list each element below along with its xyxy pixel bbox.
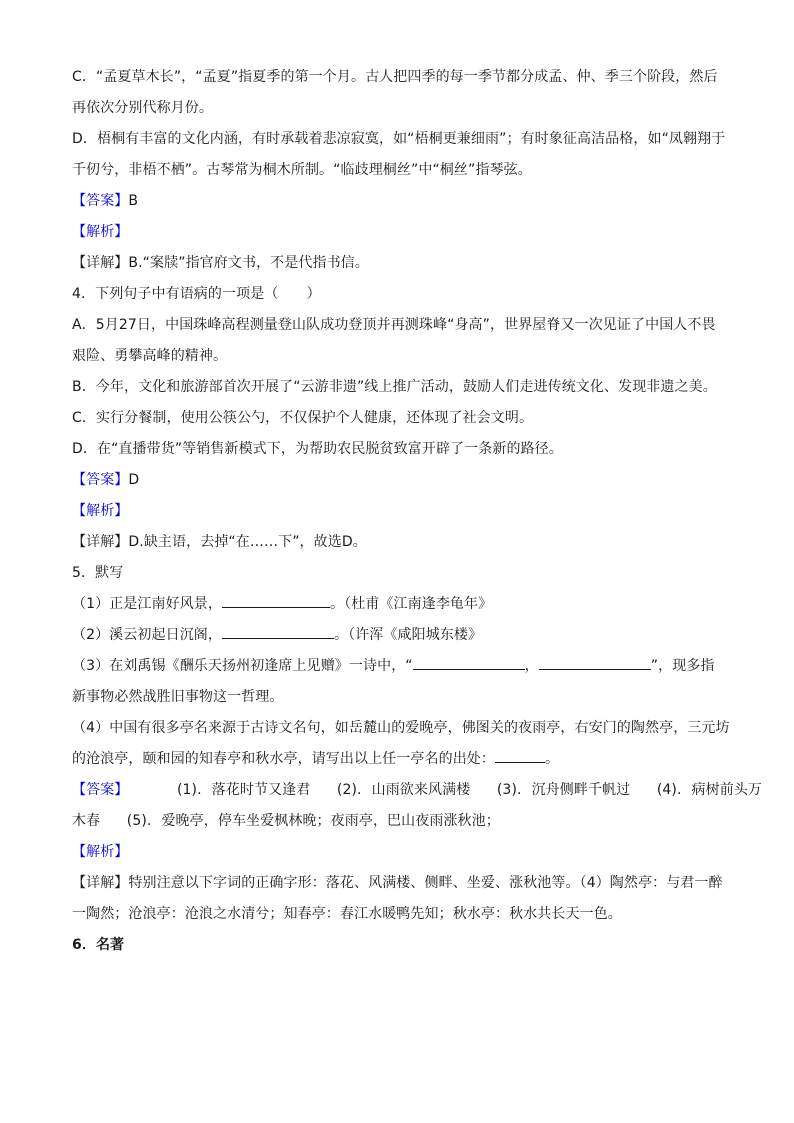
answer-part-4-number: (4). bbox=[656, 782, 682, 798]
q5-2-source: 。（许浑《咸阳城东楼》 bbox=[334, 627, 483, 643]
q4-option-b: B．今年，文化和旅游部首次开展了“云游非遗”线上推广活动，鼓励人们走进传统文化、发现非遗之美。 bbox=[72, 379, 717, 395]
option-c-line-1: C．“孟夏草木长”，“孟夏”指夏季的第一个月。古人把四季的每一季节都分成孟、仲、季三个阶段，然后 bbox=[72, 69, 718, 85]
answer-part-2-number: (2). bbox=[336, 782, 362, 798]
fill-blank[interactable] bbox=[413, 652, 525, 670]
answer-part-1: 落花时节又逢君 bbox=[211, 782, 311, 798]
q5-2-prompt: （2）溪云初起日沉阁， bbox=[72, 627, 223, 643]
detail-5-line-1 bbox=[72, 868, 724, 899]
q5-4-end: 。 bbox=[545, 751, 560, 767]
page-content bbox=[72, 62, 763, 961]
q5-item-2 bbox=[72, 620, 724, 651]
answer-5-line-2 bbox=[72, 806, 724, 837]
option-d-line-1: D．梧桐有丰富的文化内涵，有时承载着悲凉寂寞，如“梧桐更兼细雨”；有时象征高洁品格，如“凤翱翔于 bbox=[72, 131, 726, 147]
question-6: 6．名著 bbox=[72, 937, 125, 953]
q5-4-prompt: 的沧浪亭，颐和园的知春亭和秋水亭，请写出以上任一亭名的出处： bbox=[72, 751, 495, 767]
analysis-tag: 【解析】 bbox=[72, 224, 129, 240]
q4-option-a-line-1: A．5月27日，中国珠峰高程测量登山队成功登顶并再测珠峰“身高”，世界屋脊又一次见证了中国人不畏 bbox=[72, 317, 716, 333]
detail-tag: 【详解】 bbox=[72, 255, 129, 271]
option-d-line-2: 千仞兮，非梧不栖”。古琴常为桐木所制。“临歧理桐丝”中“桐丝”指琴弦。 bbox=[72, 162, 532, 178]
answer-4 bbox=[72, 465, 724, 496]
q5-item-3-line-2: 新事物必然战胜旧事物这一哲理。 bbox=[72, 689, 284, 705]
detail-3 bbox=[72, 248, 724, 279]
answer-tag: 【答案】 bbox=[72, 782, 129, 798]
answer-part-3-number: (3). bbox=[496, 782, 522, 798]
analysis-3 bbox=[72, 217, 724, 248]
analysis-5 bbox=[72, 837, 724, 868]
answer-tag: 【答案】 bbox=[72, 472, 129, 488]
answer-5-line-1 bbox=[72, 775, 763, 806]
analysis-tag: 【解析】 bbox=[72, 503, 129, 519]
q5-3-tail: ”，现多指 bbox=[650, 658, 715, 674]
detail-text: 特别注意以下字词的正确字形：落花、风满楼、侧畔、坐爱、涨秋池等。（4）陶然亭：与君一醉 bbox=[128, 875, 723, 891]
answer-part-5-number: (5). bbox=[126, 813, 152, 829]
fill-blank[interactable] bbox=[222, 590, 330, 608]
q5-3-comma: ， bbox=[524, 658, 539, 674]
q5-1-source: 。（杜甫《江南逢李龟年》 bbox=[330, 596, 493, 612]
detail-tag: 【详解】 bbox=[72, 875, 129, 891]
question-5: 5．默写 bbox=[72, 565, 124, 581]
q5-item-1 bbox=[72, 589, 724, 620]
answer-part-2: 山雨欲来风满楼 bbox=[371, 782, 471, 798]
answer-part-3: 沉舟侧畔千帆过 bbox=[531, 782, 631, 798]
q5-item-4-line-1: （4）中国有很多亭名来源于古诗文名句，如岳麓山的爱晚亭，佛图关的夜雨亭，右安门的陶然亭，三元坊 bbox=[72, 720, 730, 736]
detail-4 bbox=[72, 527, 724, 558]
answer-part-4: 病树前头万 bbox=[691, 782, 763, 798]
question-4: 4．下列句子中有语病的一项是（ ） bbox=[72, 286, 321, 302]
q5-item-3-line-1 bbox=[72, 651, 724, 682]
q5-3-prompt: （3）在刘禹锡《酬乐天扬州初逢席上见赠》一诗中，“ bbox=[72, 658, 413, 674]
analysis-tag: 【解析】 bbox=[72, 844, 129, 860]
option-c-line-2: 再依次分别代称月份。 bbox=[72, 100, 213, 116]
answer-value: B bbox=[128, 193, 139, 209]
q4-option-a-line-2: 艰险、勇攀高峰的精神。 bbox=[72, 348, 228, 364]
detail-text: D.缺主语，去掉“在……下”，故选D。 bbox=[128, 534, 367, 550]
answer-part-5: 爱晚亭，停车坐爱枫林晚；夜雨亭，巴山夜雨涨秋池； bbox=[161, 813, 500, 829]
fill-blank[interactable] bbox=[495, 745, 545, 763]
answer-part-1-number: (1). bbox=[176, 782, 202, 798]
answer-value: D bbox=[128, 472, 140, 488]
detail-5-line-2: 一陶然；沧浪亭：沧浪之水清兮；知春亭：春江水暖鸭先知；秋水亭：秋水共长天一色。 bbox=[72, 906, 622, 922]
q5-item-4-line-2 bbox=[72, 744, 724, 775]
detail-tag: 【详解】 bbox=[72, 534, 129, 550]
q5-1-prompt: （1）正是江南好风景， bbox=[72, 596, 223, 612]
analysis-4 bbox=[72, 496, 724, 527]
detail-text: B.“案牍”指官府文书，不是代指书信。 bbox=[128, 255, 369, 271]
q4-option-c: C．实行分餐制，使用公筷公勺，不仅保护个人健康，还体现了社会文明。 bbox=[72, 410, 534, 426]
q4-option-d: D．在“直播带货”等销售新模式下，为帮助农民脱贫致富开辟了一条新的路径。 bbox=[72, 441, 563, 457]
fill-blank[interactable] bbox=[222, 621, 334, 639]
answer-3 bbox=[72, 186, 724, 217]
fill-blank[interactable] bbox=[539, 652, 651, 670]
answer-part-4-cont: 木春 bbox=[72, 813, 101, 829]
answer-tag: 【答案】 bbox=[72, 193, 129, 209]
